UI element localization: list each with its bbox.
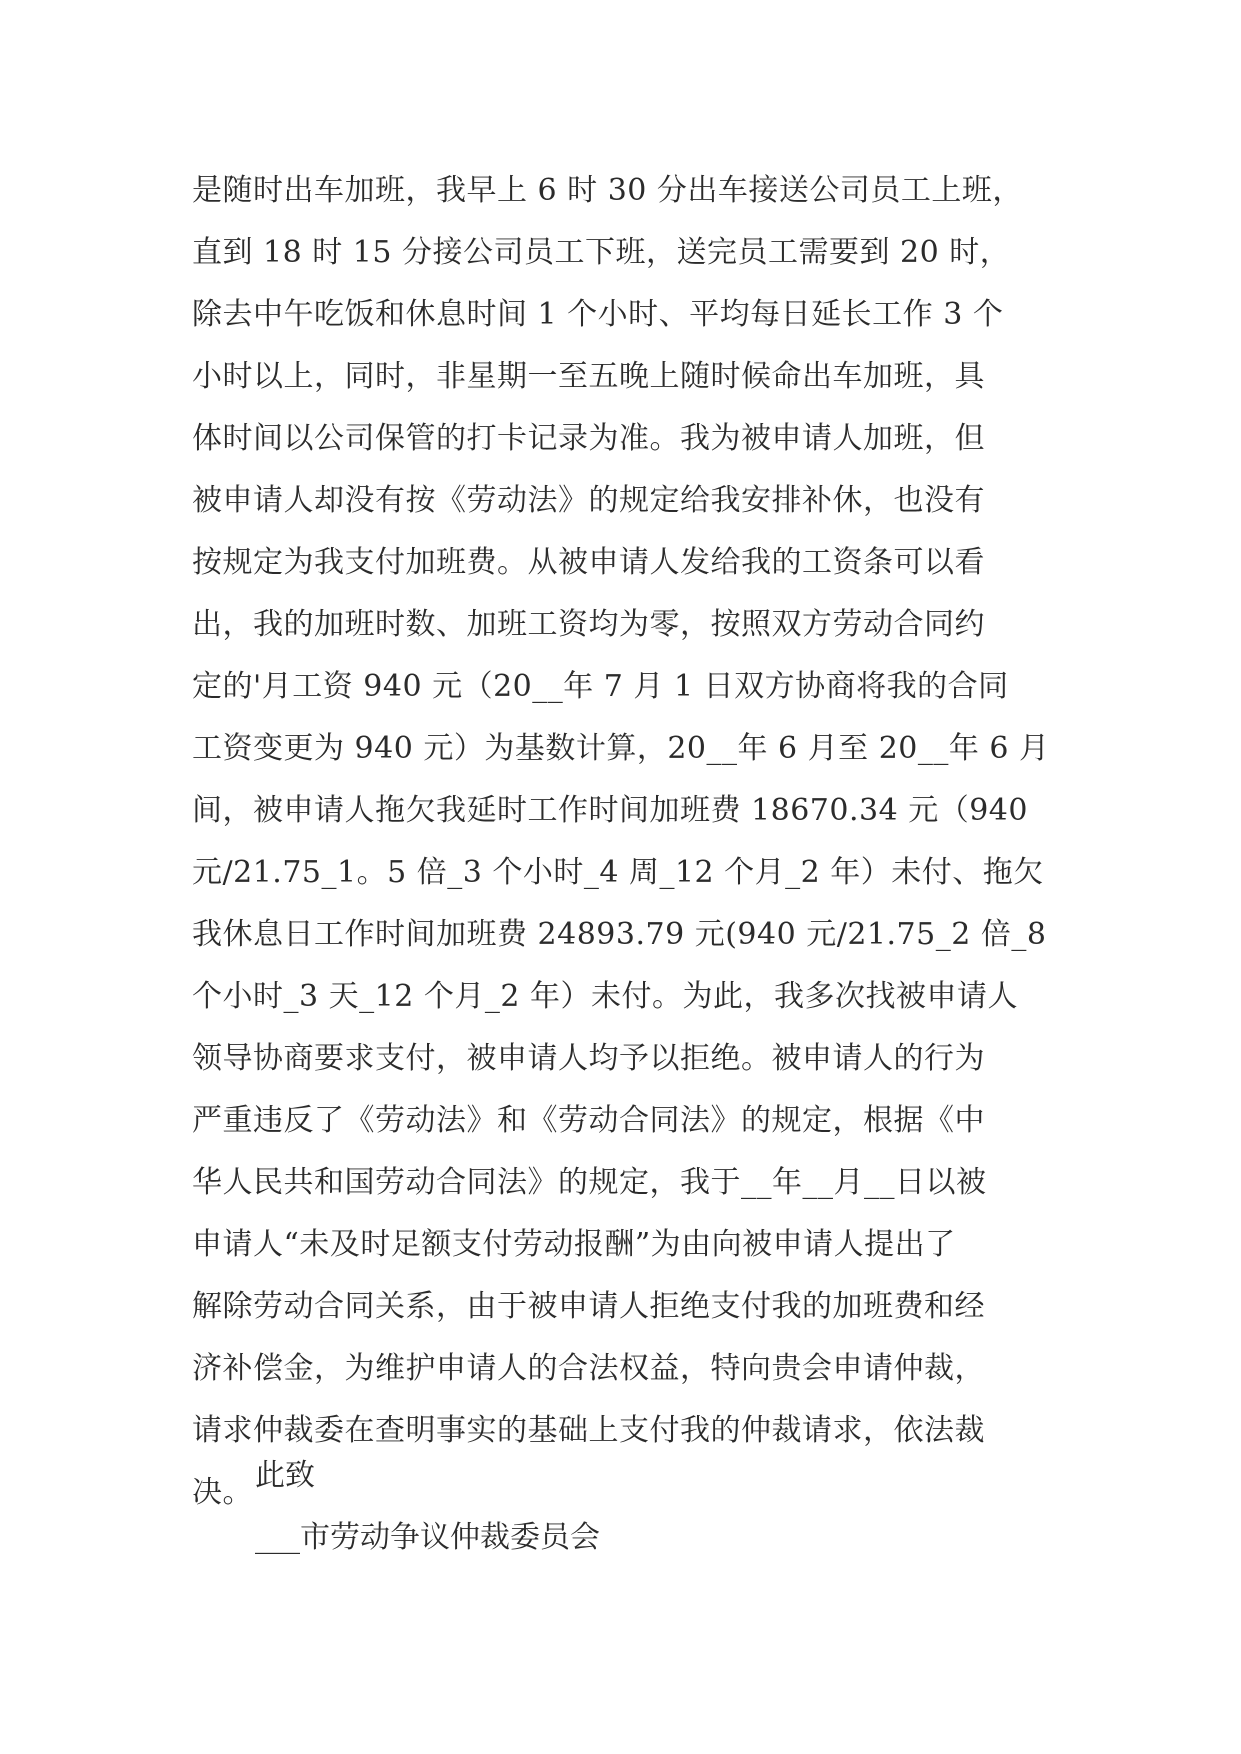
body-line: 我休息日工作时间加班费 24893.79 元(940 元/21.75_2 倍_8 bbox=[192, 917, 1047, 952]
body-line: 间，被申请人拖欠我延时工作时间加班费 18670.34 元（940 bbox=[192, 793, 1028, 828]
body-line: 济补偿金，为维护申请人的合法权益，特向贵会申请仲裁， bbox=[192, 1351, 985, 1386]
body-line: 除去中午吃饭和休息时间 1 个小时、平均每日延长工作 3 个 bbox=[192, 297, 1004, 332]
salutation: 此致 bbox=[255, 1458, 315, 1493]
body-line: 个小时_3 天_12 个月_2 年）未付。为此，我多次找被申请人 bbox=[192, 979, 1018, 1014]
body-line: 元/21.75_1。5 倍_3 个小时_4 周_12 个月_2 年）未付、拖欠 bbox=[192, 855, 1044, 890]
body-line: 小时以上，同时，非星期一至五晚上随时候命出车加班，具 bbox=[192, 359, 985, 394]
body-line: 按规定为我支付加班费。从被申请人发给我的工资条可以看 bbox=[192, 545, 985, 580]
body-line: 出，我的加班时数、加班工资均为零，按照双方劳动合同约 bbox=[192, 607, 985, 642]
body-line: 决。 bbox=[192, 1475, 253, 1510]
body-line: 领导协商要求支付，被申请人均予以拒绝。被申请人的行为 bbox=[192, 1041, 985, 1076]
body-line: 工资变更为 940 元）为基数计算，20__年 6 月至 20__年 6 月 bbox=[192, 731, 1050, 766]
body-line: 是随时出车加班，我早上 6 时 30 分出车接送公司员工上班， bbox=[192, 173, 1023, 208]
body-line: 被申请人却没有按《劳动法》的规定给我安排补休，也没有 bbox=[192, 483, 985, 518]
body-line: 申请人“未及时足额支付劳动报酬”为由向被申请人提出了 bbox=[192, 1227, 956, 1262]
body-line: 直到 18 时 15 分接公司员工下班，送完员工需要到 20 时， bbox=[192, 235, 1011, 270]
body-line: 解除劳动合同关系，由于被申请人拒绝支付我的加班费和经 bbox=[192, 1289, 985, 1324]
body-line: 请求仲裁委在查明事实的基础上支付我的仲裁请求，依法裁 bbox=[192, 1413, 985, 1448]
body-line: 严重违反了《劳动法》和《劳动合同法》的规定，根据《中 bbox=[192, 1103, 985, 1138]
body-line: 华人民共和国劳动合同法》的规定，我于__年__月__日以被 bbox=[192, 1165, 987, 1200]
arbitration-application-body bbox=[192, 160, 1072, 1524]
body-line: 体时间以公司保管的打卡记录为准。我为被申请人加班，但 bbox=[192, 421, 985, 456]
recipient: ___市劳动争议仲裁委员会 bbox=[255, 1520, 600, 1555]
body-line: 定的'月工资 940 元（20__年 7 月 1 日双方协商将我的合同 bbox=[192, 669, 1009, 704]
